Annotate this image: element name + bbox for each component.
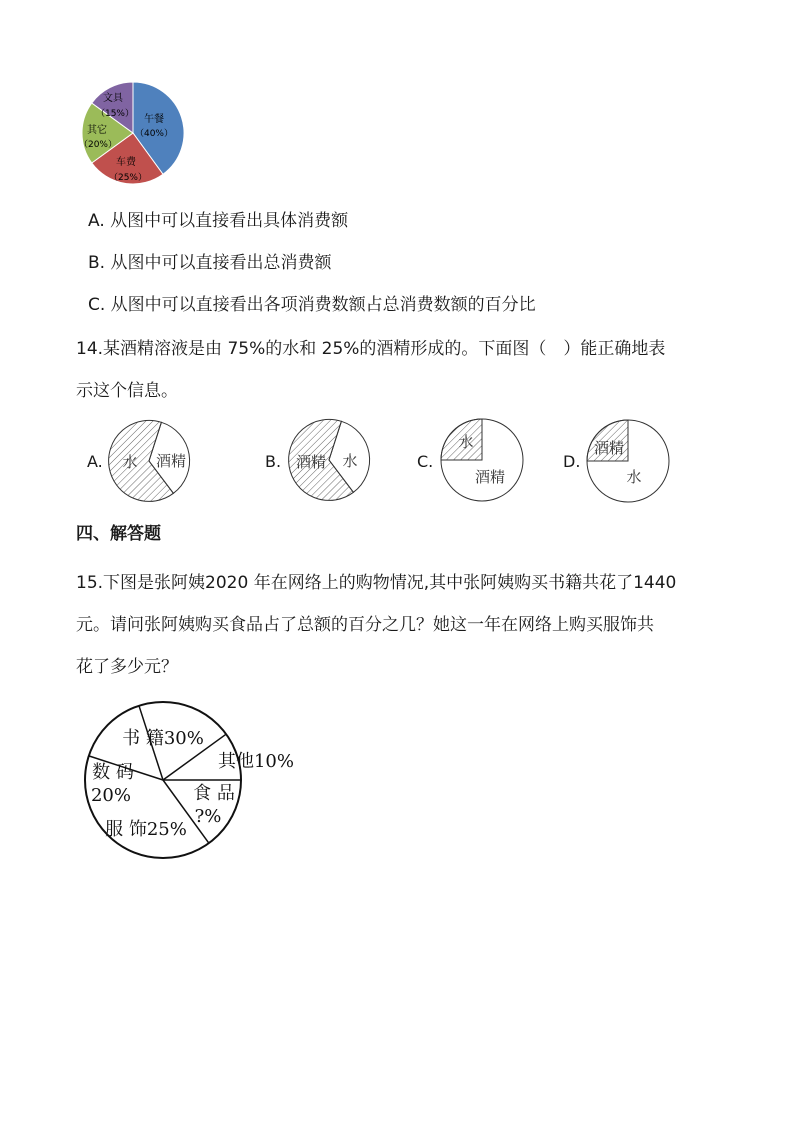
slice-label-other: 其它 bbox=[87, 125, 107, 136]
q15-question-line2: 元。请问张阿姨购买食品占了总额的百分之几？她这一年在网络上购买服饰共 bbox=[76, 615, 654, 635]
q14-choice-d-label: D. bbox=[563, 452, 581, 471]
slice-pct-stationery: （15%） bbox=[95, 109, 135, 119]
pie-label-food-1: 食 品 bbox=[193, 783, 235, 804]
q14-choice-b-label: B. bbox=[265, 452, 282, 471]
q13-option-b: B. 从图中可以直接看出总消费额 bbox=[88, 253, 332, 273]
pie-label-books: 书 籍30% bbox=[122, 728, 204, 749]
q13-option-c: C. 从图中可以直接看出各项消费数额占总消费数额的百分比 bbox=[88, 295, 536, 315]
q15-question-line1: 15.下图是张阿姨2020 年在网络上的购物情况,其中张阿姨购买书籍共花了1440 bbox=[76, 573, 677, 593]
slice-pct-fare: （25%） bbox=[108, 173, 148, 183]
choice-c-plain-label: 酒精 bbox=[474, 468, 506, 486]
pie-label-clothing: 服 饰25% bbox=[105, 819, 187, 840]
pie-label-food-2: ?% bbox=[194, 806, 222, 827]
pie-label-digital-2: 20% bbox=[90, 785, 132, 806]
choice-b-hatched-label: 酒精 bbox=[295, 453, 327, 471]
q13-pie-chart bbox=[75, 78, 195, 193]
slice-label-lunch: 午餐 bbox=[144, 114, 164, 125]
q15-question-line3: 花了多少元？ bbox=[76, 657, 178, 677]
choice-a-plain-label: 酒精 bbox=[155, 452, 187, 470]
choice-a-circle bbox=[109, 420, 190, 501]
choice-b-plain-label: 水 bbox=[342, 452, 358, 470]
pie-label-digital-1: 数 码 bbox=[92, 762, 134, 783]
q14-choice-a-label: A. bbox=[87, 452, 103, 471]
q14-question-line1: 14.某酒精溶液是由 75%的水和 25%的酒精形成的。下面图（ ）能正确地表 bbox=[76, 339, 666, 359]
slice-pct-other: （20%） bbox=[78, 140, 118, 150]
q14-choice-circles bbox=[100, 410, 700, 510]
q15-pie-chart bbox=[80, 700, 320, 870]
q14-question-line2: 示这个信息。 bbox=[76, 381, 178, 401]
choice-c-hatched-label: 水 bbox=[458, 433, 474, 451]
choice-b-circle bbox=[289, 419, 370, 500]
choice-d-plain-label: 水 bbox=[626, 468, 642, 486]
choice-d-circle bbox=[587, 420, 669, 502]
choice-c-circle bbox=[441, 419, 523, 501]
q14-choice-c-label: C. bbox=[417, 452, 434, 471]
pie-label-other: 其他10% bbox=[217, 751, 295, 772]
slice-label-stationery: 文具 bbox=[103, 93, 123, 104]
slice-pct-lunch: （40%） bbox=[134, 129, 174, 139]
choice-d-hatched-label: 酒精 bbox=[593, 439, 625, 457]
section-title: 四、解答题 bbox=[76, 524, 161, 544]
choice-a-hatched-label: 水 bbox=[122, 453, 138, 471]
slice-label-fare: 车费 bbox=[116, 157, 136, 168]
q13-option-a: A. 从图中可以直接看出具体消费额 bbox=[88, 211, 349, 231]
